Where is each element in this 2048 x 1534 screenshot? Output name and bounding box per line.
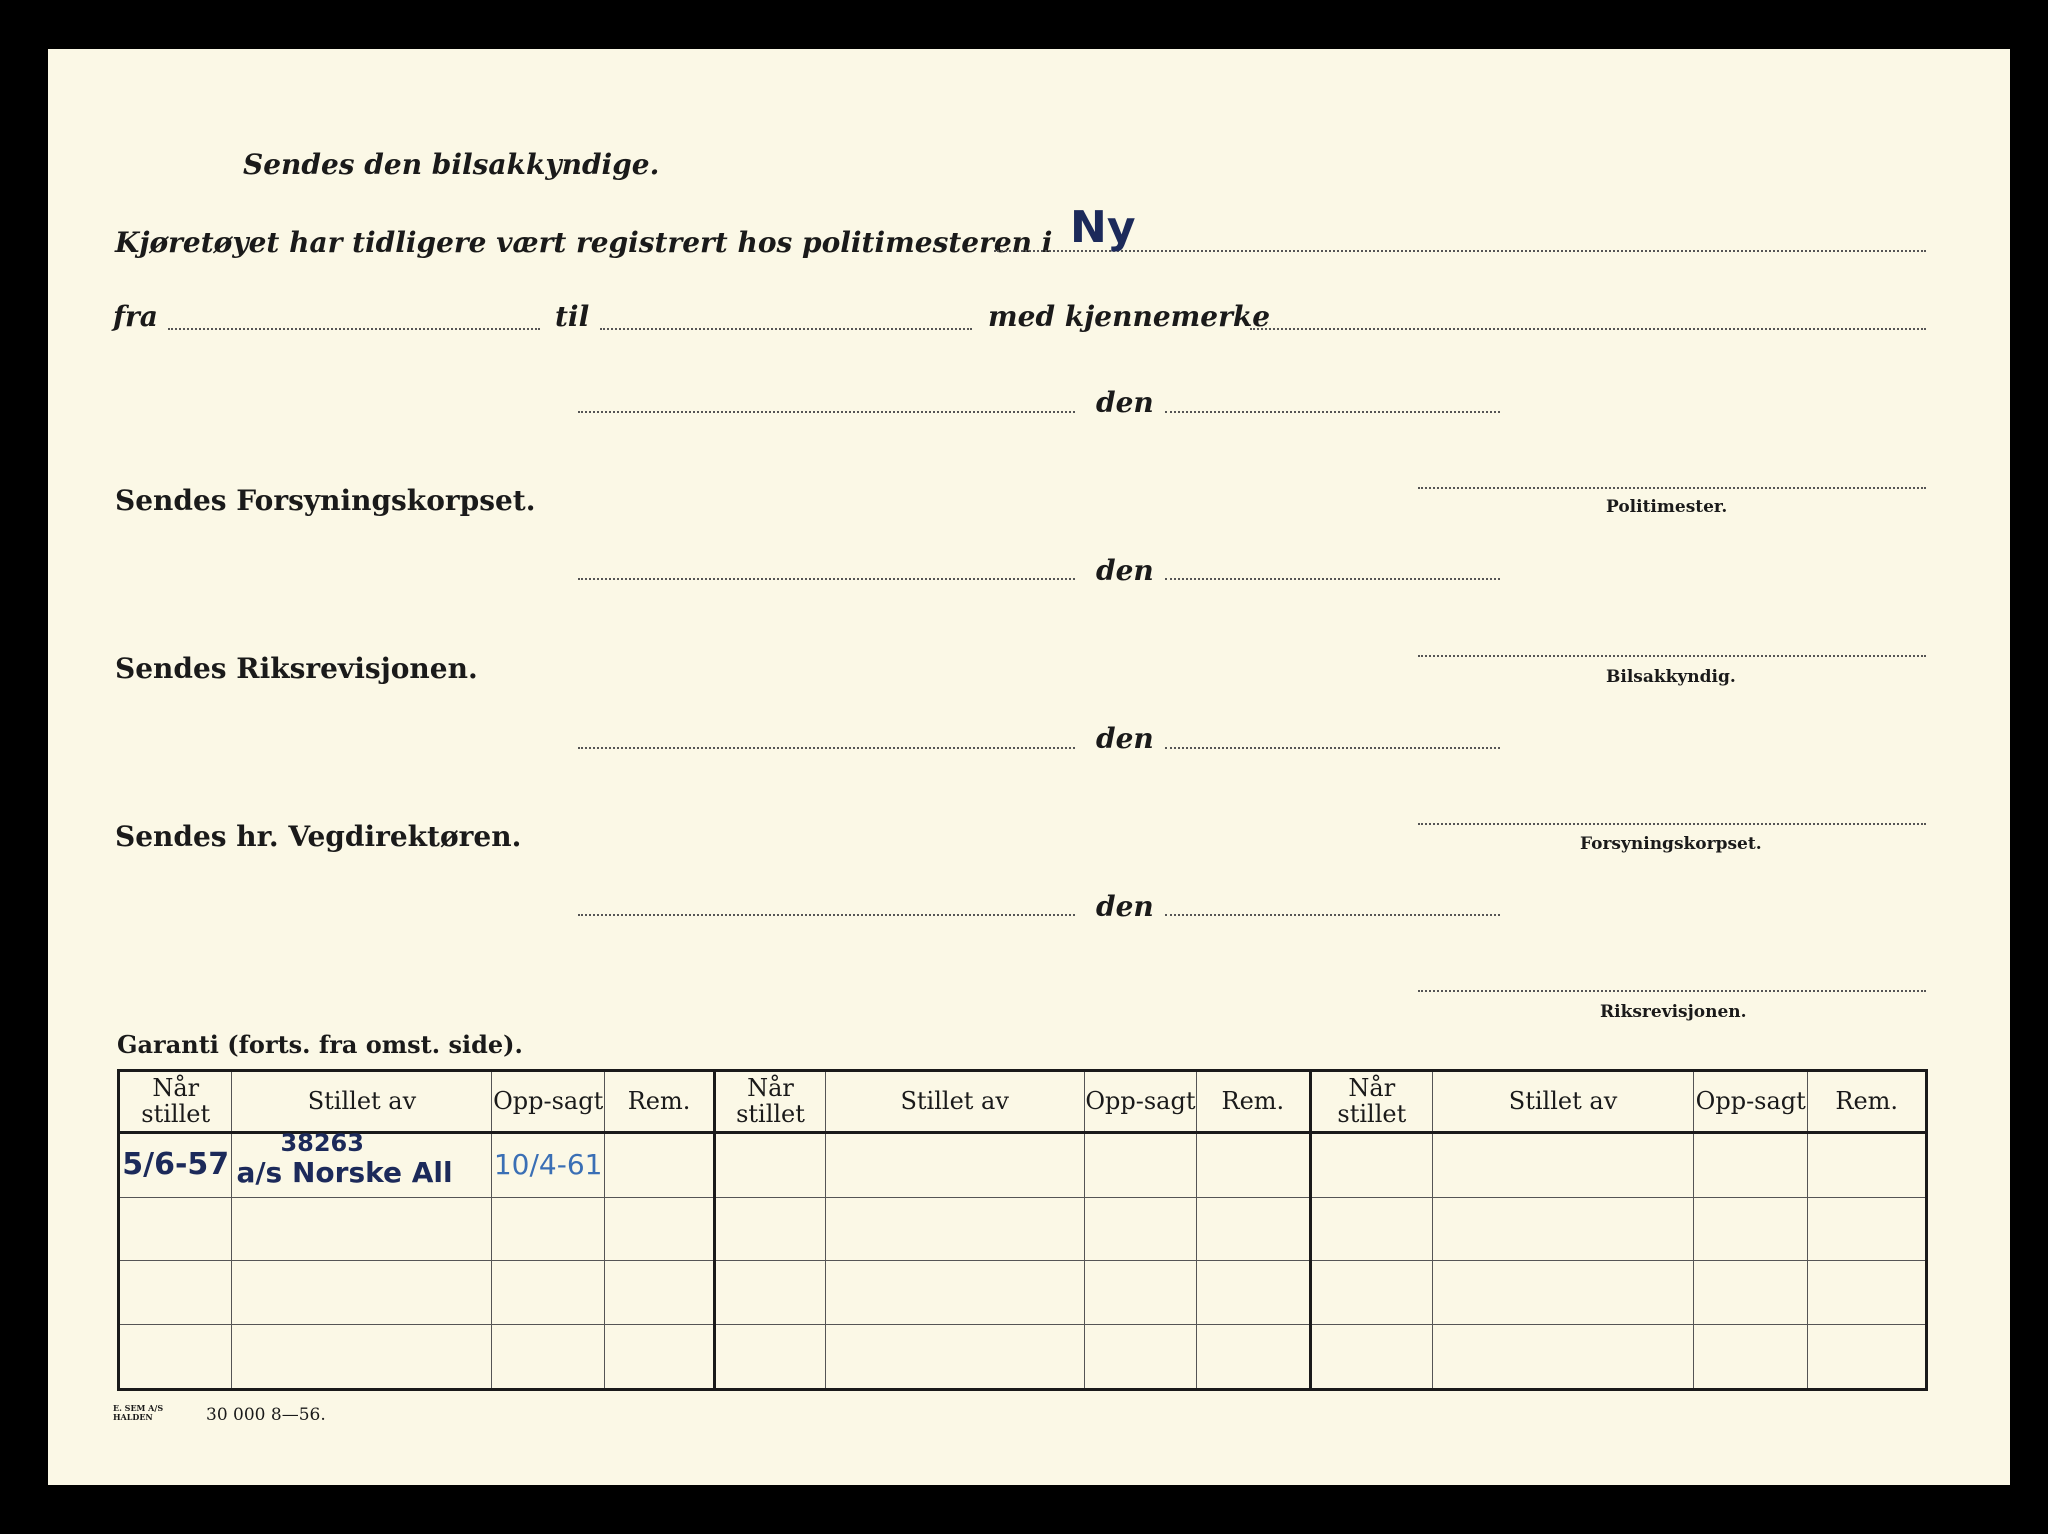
til-label: til bbox=[555, 300, 590, 333]
date-line-1[interactable] bbox=[1165, 411, 1500, 413]
cell[interactable] bbox=[604, 1197, 714, 1261]
cell[interactable] bbox=[1433, 1325, 1694, 1390]
signature-line-1[interactable] bbox=[1418, 487, 1926, 489]
den-label-1: den bbox=[1096, 386, 1154, 419]
cell[interactable] bbox=[715, 1132, 825, 1197]
cell[interactable] bbox=[604, 1325, 714, 1390]
date-line-2[interactable] bbox=[1165, 578, 1500, 580]
section-label-1: Sendes Forsyningskorpset. bbox=[115, 484, 536, 517]
cell[interactable] bbox=[1197, 1197, 1310, 1261]
cell[interactable] bbox=[1808, 1197, 1927, 1261]
cell[interactable] bbox=[1310, 1261, 1432, 1325]
cell-oppsagt[interactable] bbox=[492, 1132, 604, 1197]
header-rem: Rem. bbox=[1808, 1071, 1927, 1133]
cell[interactable] bbox=[119, 1261, 232, 1325]
cell[interactable] bbox=[1197, 1132, 1310, 1197]
header-oppsagt: Opp-sagt bbox=[492, 1071, 604, 1133]
cell[interactable] bbox=[715, 1261, 825, 1325]
signature-line-3[interactable] bbox=[1418, 823, 1926, 825]
cell[interactable] bbox=[1694, 1197, 1808, 1261]
cell[interactable] bbox=[232, 1325, 492, 1390]
cell[interactable] bbox=[1084, 1132, 1196, 1197]
header-naar-stillet: Når stillet bbox=[715, 1071, 825, 1133]
signature-label-4: Riksrevisjonen. bbox=[1600, 1002, 1747, 1022]
cell[interactable] bbox=[1197, 1261, 1310, 1325]
registered-handwritten: Ny bbox=[1070, 202, 1136, 253]
cell[interactable] bbox=[1694, 1261, 1808, 1325]
cell[interactable] bbox=[825, 1132, 1084, 1197]
printer-mark: E. SEM A/S HALDEN bbox=[113, 1403, 164, 1422]
cell[interactable] bbox=[119, 1197, 232, 1261]
cell[interactable] bbox=[825, 1261, 1084, 1325]
cell[interactable] bbox=[825, 1325, 1084, 1390]
cell[interactable] bbox=[715, 1197, 825, 1261]
date-line-3[interactable] bbox=[1165, 747, 1500, 749]
entry-number: 38263 bbox=[280, 1128, 364, 1157]
cell[interactable] bbox=[1433, 1197, 1694, 1261]
den-label-3: den bbox=[1096, 722, 1154, 755]
den-label-2: den bbox=[1096, 554, 1154, 587]
cell[interactable] bbox=[1084, 1197, 1196, 1261]
place-line-4[interactable] bbox=[578, 914, 1075, 916]
cell-date[interactable] bbox=[119, 1132, 232, 1197]
cell[interactable] bbox=[1084, 1261, 1196, 1325]
table-row bbox=[119, 1132, 1927, 1197]
cell[interactable] bbox=[715, 1325, 825, 1390]
date-line-4[interactable] bbox=[1165, 914, 1500, 916]
cell[interactable] bbox=[1433, 1132, 1694, 1197]
til-line[interactable] bbox=[600, 328, 972, 330]
cell-rem[interactable] bbox=[604, 1132, 714, 1197]
cell[interactable] bbox=[604, 1261, 714, 1325]
place-line-3[interactable] bbox=[578, 747, 1075, 749]
fra-label: fra bbox=[113, 300, 158, 333]
heading: Sendes den bilsakkyndige. bbox=[243, 148, 660, 181]
print-info: 30 000 8—56. bbox=[206, 1405, 326, 1425]
header-rem: Rem. bbox=[1197, 1071, 1310, 1133]
entry-company: a/s Norske All bbox=[236, 1155, 453, 1189]
cell[interactable] bbox=[1808, 1132, 1927, 1197]
signature-label-3: Forsyningskorpset. bbox=[1580, 834, 1762, 854]
cell[interactable] bbox=[1084, 1325, 1196, 1390]
cell[interactable] bbox=[492, 1325, 604, 1390]
cell[interactable] bbox=[1694, 1325, 1808, 1390]
place-line-1[interactable] bbox=[578, 411, 1075, 413]
cell[interactable] bbox=[1694, 1132, 1808, 1197]
cell[interactable] bbox=[1310, 1325, 1432, 1390]
garanti-title: Garanti (forts. fra omst. side). bbox=[117, 1030, 523, 1059]
signature-label-1: Politimester. bbox=[1606, 497, 1728, 517]
cell[interactable] bbox=[1197, 1325, 1310, 1390]
fra-line[interactable] bbox=[168, 328, 540, 330]
cell[interactable] bbox=[232, 1197, 492, 1261]
header-stillet-av: Stillet av bbox=[825, 1071, 1084, 1133]
den-label-4: den bbox=[1096, 890, 1154, 923]
cell-stillet-av[interactable] bbox=[232, 1128, 492, 1197]
kjennemerke-line[interactable] bbox=[1250, 328, 1926, 330]
cell[interactable] bbox=[232, 1261, 492, 1325]
place-line-2[interactable] bbox=[578, 578, 1075, 580]
table-row bbox=[119, 1325, 1927, 1390]
section-label-3: Sendes hr. Vegdirektøren. bbox=[115, 820, 522, 853]
header-stillet-av: Stillet av bbox=[1433, 1071, 1694, 1133]
cell[interactable] bbox=[492, 1197, 604, 1261]
header-oppsagt: Opp-sagt bbox=[1694, 1071, 1808, 1133]
signature-label-2: Bilsakkyndig. bbox=[1606, 667, 1736, 687]
cell[interactable] bbox=[1433, 1261, 1694, 1325]
signature-line-4[interactable] bbox=[1418, 990, 1926, 992]
header-rem: Rem. bbox=[604, 1071, 714, 1133]
header-oppsagt: Opp-sagt bbox=[1084, 1071, 1196, 1133]
signature-line-2[interactable] bbox=[1418, 655, 1926, 657]
table-row bbox=[119, 1197, 1927, 1261]
kjennemerke-label: med kjennemerke bbox=[988, 300, 1271, 333]
table-row bbox=[119, 1261, 1927, 1325]
cell[interactable] bbox=[1310, 1132, 1432, 1197]
header-stillet-av: Stillet av bbox=[232, 1071, 492, 1133]
cell[interactable] bbox=[492, 1261, 604, 1325]
cell[interactable] bbox=[825, 1197, 1084, 1261]
header-naar-stillet: Når stillet bbox=[119, 1071, 232, 1133]
entry-oppsagt: 10/4-61 bbox=[493, 1147, 603, 1181]
cell[interactable] bbox=[1808, 1325, 1927, 1390]
section-label-2: Sendes Riksrevisjonen. bbox=[115, 652, 478, 685]
header-naar-stillet: Når stillet bbox=[1310, 1071, 1432, 1133]
cell[interactable] bbox=[119, 1325, 232, 1390]
registered-text: Kjøretøyet har tidligere vært registrert hos politimesteren i bbox=[115, 226, 1053, 259]
cell[interactable] bbox=[1808, 1261, 1927, 1325]
garanti-table bbox=[117, 1069, 1928, 1391]
cell[interactable] bbox=[1310, 1197, 1432, 1261]
entry-date: 5/6-57 bbox=[122, 1146, 230, 1182]
